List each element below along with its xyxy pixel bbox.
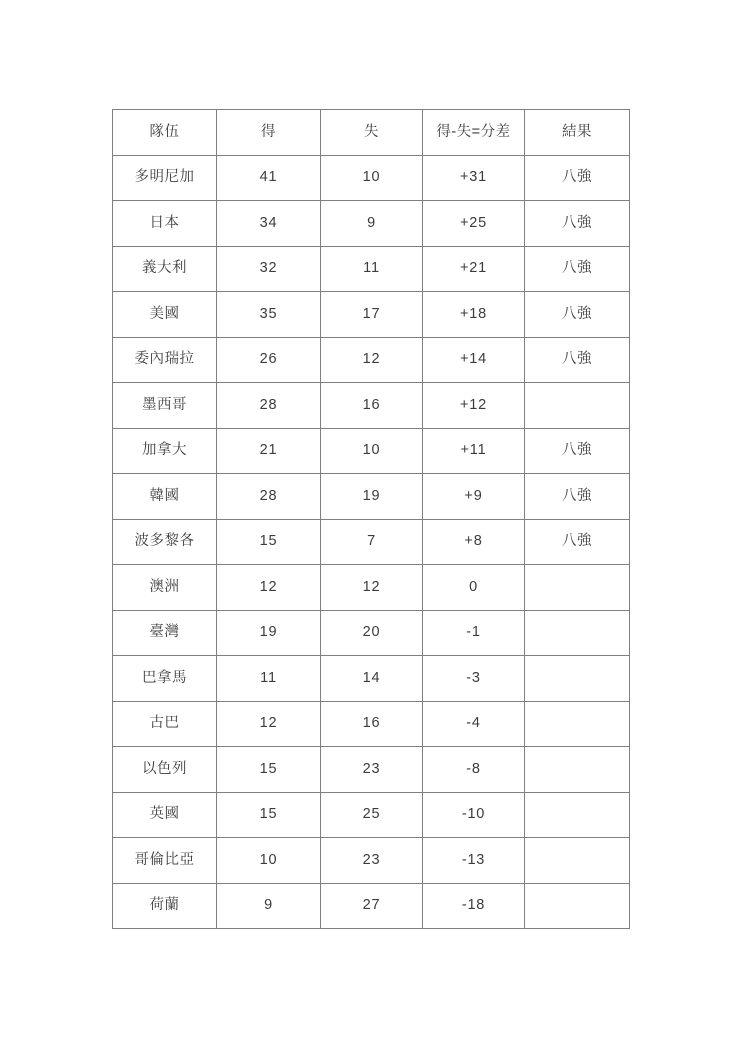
cell-team: 韓國 — [113, 474, 217, 520]
table-row — [113, 337, 630, 383]
cell-allowed: 23 — [321, 747, 423, 793]
cell-scored: 41 — [217, 155, 321, 201]
table-row — [113, 883, 630, 929]
cell-team: 英國 — [113, 792, 217, 838]
cell-allowed: 27 — [321, 883, 423, 929]
cell-result: 八強 — [525, 292, 630, 338]
cell-result-empty — [525, 383, 630, 429]
table-row — [113, 656, 630, 702]
cell-allowed: 19 — [321, 474, 423, 520]
table-header — [113, 110, 630, 156]
cell-team: 日本 — [113, 201, 217, 247]
table-header-row — [113, 110, 630, 156]
cell-diff: -10 — [423, 792, 525, 838]
cell-team: 哥倫比亞 — [113, 838, 217, 884]
cell-diff: +18 — [423, 292, 525, 338]
cell-result-empty — [525, 656, 630, 702]
cell-allowed: 12 — [321, 337, 423, 383]
cell-result: 八強 — [525, 201, 630, 247]
cell-team: 美國 — [113, 292, 217, 338]
cell-diff: -8 — [423, 747, 525, 793]
table-row — [113, 474, 630, 520]
cell-diff: +8 — [423, 519, 525, 565]
cell-scored: 15 — [217, 519, 321, 565]
cell-allowed: 16 — [321, 383, 423, 429]
cell-result-empty — [525, 565, 630, 611]
column-header-diff: 得-失=分差 — [423, 110, 525, 156]
table-body — [113, 155, 630, 929]
cell-scored: 21 — [217, 428, 321, 474]
cell-diff: +12 — [423, 383, 525, 429]
cell-diff: +9 — [423, 474, 525, 520]
cell-allowed: 14 — [321, 656, 423, 702]
cell-diff: 0 — [423, 565, 525, 611]
cell-team: 巴拿馬 — [113, 656, 217, 702]
cell-result: 八強 — [525, 246, 630, 292]
cell-scored: 26 — [217, 337, 321, 383]
cell-result: 八強 — [525, 474, 630, 520]
cell-scored: 11 — [217, 656, 321, 702]
cell-team: 義大利 — [113, 246, 217, 292]
cell-team: 以色列 — [113, 747, 217, 793]
cell-scored: 19 — [217, 610, 321, 656]
cell-result: 八強 — [525, 519, 630, 565]
cell-scored: 32 — [217, 246, 321, 292]
column-header-team: 隊伍 — [113, 110, 217, 156]
cell-scored: 15 — [217, 747, 321, 793]
cell-allowed: 12 — [321, 565, 423, 611]
table-row — [113, 610, 630, 656]
cell-result: 八強 — [525, 155, 630, 201]
team-statistics-table — [112, 109, 630, 929]
cell-diff: +31 — [423, 155, 525, 201]
cell-team: 澳洲 — [113, 565, 217, 611]
table-row — [113, 701, 630, 747]
cell-allowed: 25 — [321, 792, 423, 838]
cell-diff: -1 — [423, 610, 525, 656]
cell-result-empty — [525, 610, 630, 656]
cell-scored: 15 — [217, 792, 321, 838]
cell-allowed: 10 — [321, 428, 423, 474]
cell-result-empty — [525, 838, 630, 884]
cell-scored: 34 — [217, 201, 321, 247]
cell-allowed: 11 — [321, 246, 423, 292]
cell-scored: 35 — [217, 292, 321, 338]
cell-team: 臺灣 — [113, 610, 217, 656]
table-row — [113, 792, 630, 838]
table-row — [113, 292, 630, 338]
cell-diff: -18 — [423, 883, 525, 929]
cell-result-empty — [525, 747, 630, 793]
cell-scored: 9 — [217, 883, 321, 929]
cell-result-empty — [525, 792, 630, 838]
cell-team: 荷蘭 — [113, 883, 217, 929]
table-row — [113, 519, 630, 565]
cell-result-empty — [525, 701, 630, 747]
cell-allowed: 17 — [321, 292, 423, 338]
cell-team: 多明尼加 — [113, 155, 217, 201]
column-header-allowed: 失 — [321, 110, 423, 156]
table-row — [113, 428, 630, 474]
cell-team: 委內瑞拉 — [113, 337, 217, 383]
column-header-scored: 得 — [217, 110, 321, 156]
cell-allowed: 23 — [321, 838, 423, 884]
cell-diff: -4 — [423, 701, 525, 747]
cell-diff: +25 — [423, 201, 525, 247]
cell-allowed: 16 — [321, 701, 423, 747]
cell-result-empty — [525, 883, 630, 929]
cell-team: 墨西哥 — [113, 383, 217, 429]
table-row — [113, 201, 630, 247]
table-row — [113, 155, 630, 201]
cell-allowed: 10 — [321, 155, 423, 201]
cell-team: 波多黎各 — [113, 519, 217, 565]
table-row — [113, 747, 630, 793]
table-row — [113, 383, 630, 429]
cell-result: 八強 — [525, 337, 630, 383]
cell-diff: -3 — [423, 656, 525, 702]
cell-allowed: 7 — [321, 519, 423, 565]
cell-result: 八強 — [525, 428, 630, 474]
table-row — [113, 838, 630, 884]
cell-diff: +14 — [423, 337, 525, 383]
column-header-result: 結果 — [525, 110, 630, 156]
cell-scored: 28 — [217, 474, 321, 520]
cell-team: 古巴 — [113, 701, 217, 747]
table-row — [113, 246, 630, 292]
cell-scored: 10 — [217, 838, 321, 884]
cell-team: 加拿大 — [113, 428, 217, 474]
cell-allowed: 9 — [321, 201, 423, 247]
cell-diff: -13 — [423, 838, 525, 884]
cell-diff: +21 — [423, 246, 525, 292]
table-row — [113, 565, 630, 611]
cell-allowed: 20 — [321, 610, 423, 656]
cell-diff: +11 — [423, 428, 525, 474]
cell-scored: 28 — [217, 383, 321, 429]
cell-scored: 12 — [217, 701, 321, 747]
cell-scored: 12 — [217, 565, 321, 611]
